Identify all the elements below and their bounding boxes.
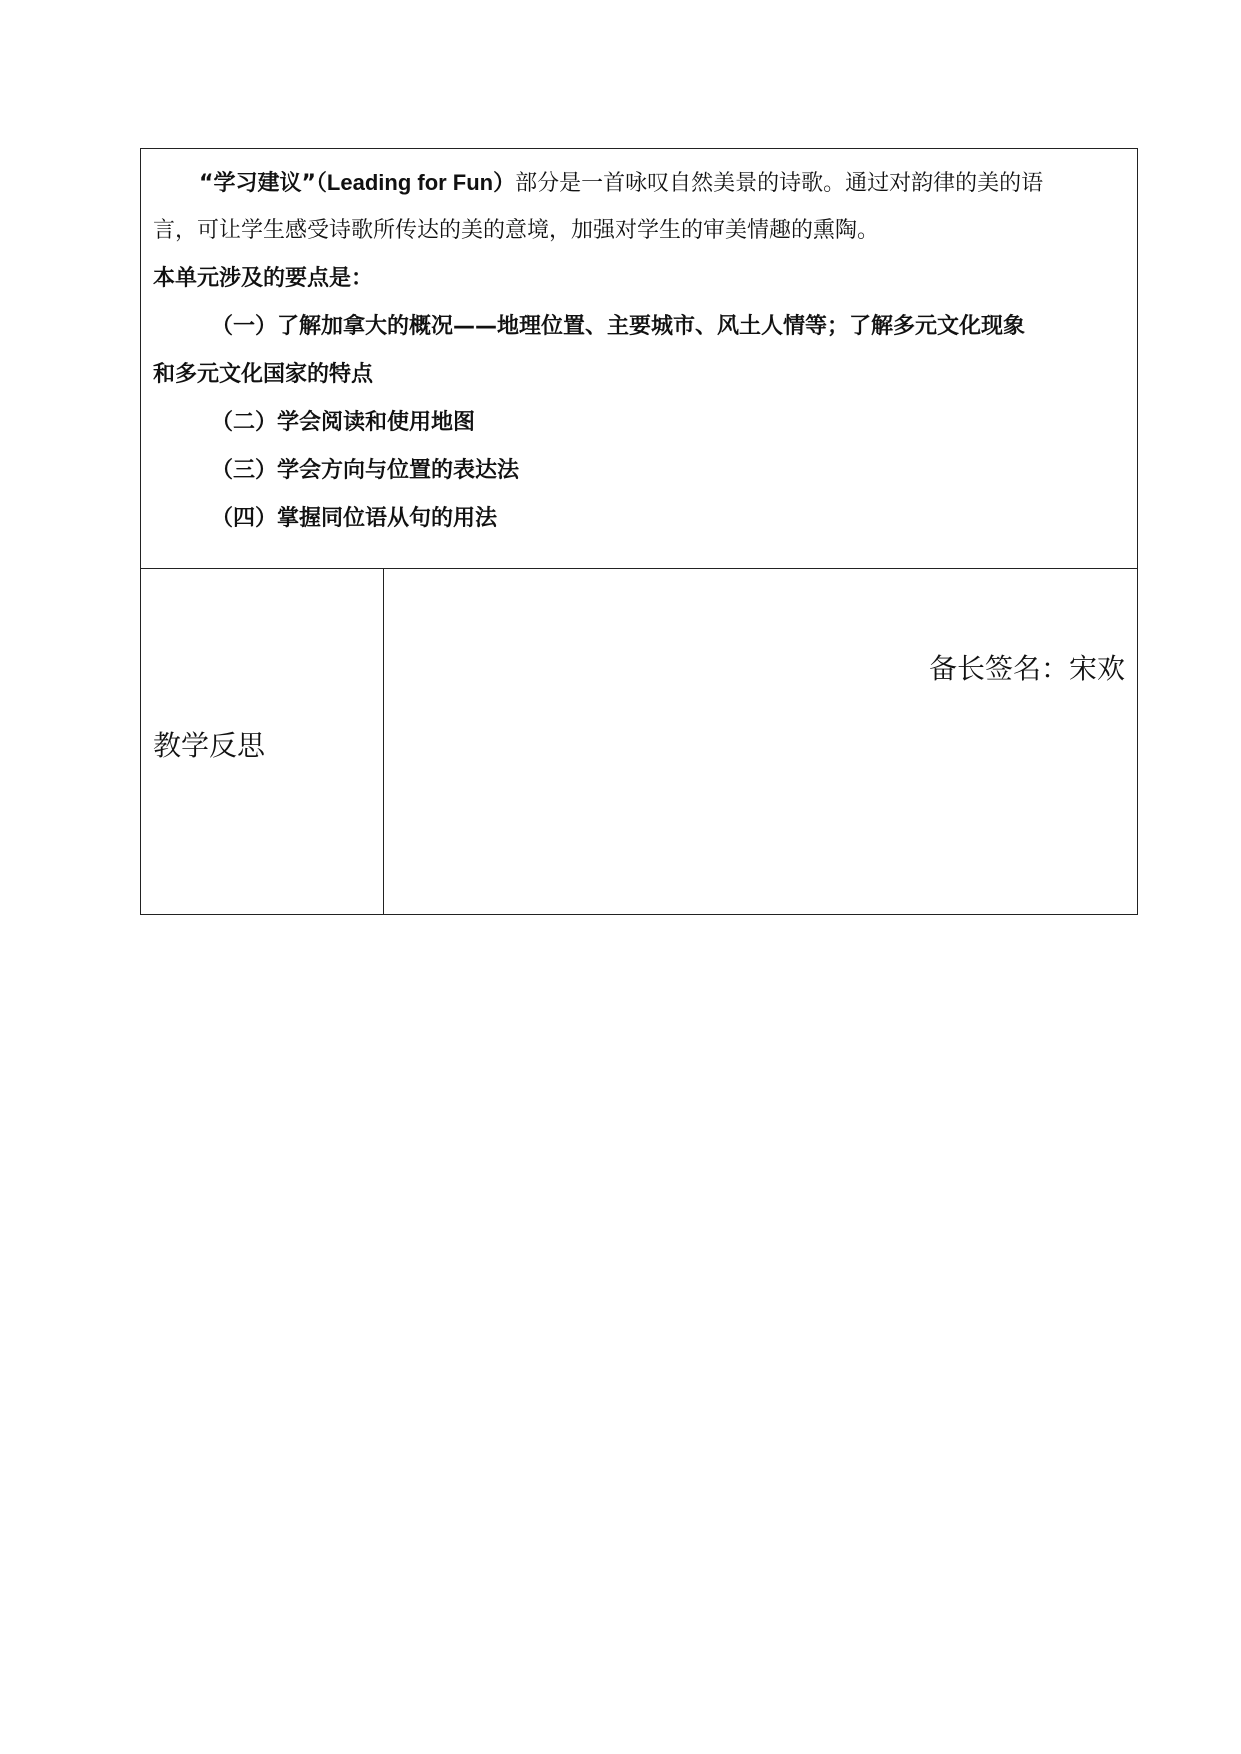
intro-line-2: 言，可让学生感受诗歌所传达的美的意境，加强对学生的审美情趣的熏陶。 — [153, 218, 880, 243]
key-point-item-continuation: 和多元文化国家的特点 — [153, 362, 374, 387]
reflection-row — [141, 569, 1138, 915]
reflection-content-cell — [384, 569, 1138, 915]
content-row — [141, 149, 1138, 569]
study-suggestion-cell — [141, 149, 1138, 569]
intro-line-1 — [153, 159, 1125, 207]
english-title: （Leading for Fun） — [315, 170, 516, 195]
reflection-label-cell — [141, 569, 384, 915]
intro-text: 部分是一首咏叹自然美景的诗歌。通过对韵律的美的语 — [515, 171, 1044, 196]
key-point-item: （三）学会方向与位置的表达法 — [211, 458, 520, 483]
quote-label: “学习建议” — [199, 171, 316, 196]
key-point-item: （二）学会阅读和使用地图 — [211, 410, 476, 435]
key-points-heading: 本单元涉及的要点是： — [153, 266, 374, 291]
key-point-item: （一）了解加拿大的概况——地理位置、主要城市、风土人情等；了解多元文化现象 — [211, 314, 1026, 339]
key-point-item: （四）掌握同位语从句的用法 — [211, 506, 498, 531]
reflection-label: 教学反思 — [153, 728, 266, 762]
signature-line: 备长签名：宋欢 — [928, 652, 1125, 685]
lesson-plan-table — [140, 148, 1138, 915]
